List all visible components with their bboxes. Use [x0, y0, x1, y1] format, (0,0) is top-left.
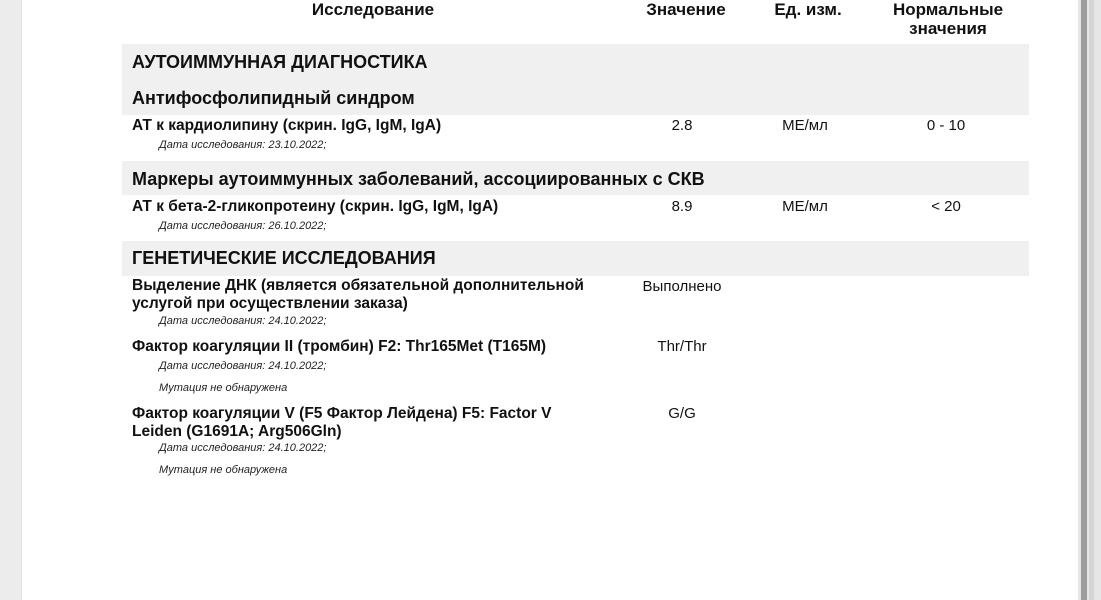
test-value-dna: Выполнено: [642, 278, 722, 295]
test-date-f2: Дата исследования: 24.10.2022;: [159, 360, 327, 372]
test-norm-beta2: < 20: [931, 198, 961, 215]
header-unit: Ед. изм.: [774, 0, 842, 19]
test-comment-f5: Мутация не обнаружена: [159, 464, 288, 476]
test-name-dna-line2: услугой при осуществлении заказа): [132, 295, 408, 312]
test-value-f5: G/G: [668, 405, 696, 422]
test-norm-cardiolipin: 0 - 10: [926, 117, 966, 134]
section-title-autoimmune: АУТОИММУННАЯ ДИАГНОСТИКА: [132, 52, 428, 72]
test-name-beta2: АТ к бета-2-гликопротеину (скрин. IgG, IgM, IgA): [132, 198, 499, 215]
test-date-beta2: Дата исследования: 26.10.2022;: [159, 220, 327, 232]
test-unit-beta2: МЕ/мл: [782, 198, 828, 215]
section-title-genetic: ГЕНЕТИЧЕСКИЕ ИССЛЕДОВАНИЯ: [132, 248, 436, 268]
test-value-cardiolipin: 2.8: [671, 117, 693, 134]
test-name-dna-line1: Выделение ДНК (является обязательной дополнительной: [132, 277, 584, 294]
test-name-cardiolipin: АТ к кардиолипину (скрин. IgG, IgM, IgA): [132, 117, 442, 134]
header-test: Исследование: [311, 0, 435, 19]
scrollbar[interactable]: [1089, 0, 1094, 600]
test-date-f5: Дата исследования: 24.10.2022;: [159, 442, 327, 454]
test-name-f2: Фактор коагуляции II (тромбин) F2: Thr165Met (T165M): [132, 338, 547, 355]
test-date-dna: Дата исследования: 24.10.2022;: [159, 315, 327, 327]
test-name-f5-line2: Leiden (G1691A; Arg506Gln): [132, 423, 342, 440]
header-norm-line1: Нормальные: [892, 0, 1004, 19]
page-shadow: [1081, 0, 1087, 600]
subgroup-title-aps: Антифосфолипидный синдром: [132, 88, 415, 108]
header-norm: [878, 0, 1018, 38]
test-date-cardiolipin: Дата исследования: 23.10.2022;: [159, 139, 327, 151]
viewer-left-gutter: [0, 0, 22, 600]
viewer-right-edge: [1078, 0, 1101, 600]
test-value-beta2: 8.9: [671, 198, 693, 215]
header-norm-line2: значения: [909, 19, 987, 38]
header-value: Значение: [646, 0, 726, 19]
test-comment-f2: Мутация не обнаружена: [159, 382, 288, 394]
test-unit-cardiolipin: МЕ/мл: [782, 117, 828, 134]
test-value-f2: Thr/Thr: [657, 338, 707, 355]
subgroup-title-skv: Маркеры аутоиммунных заболеваний, ассоциированных с СКВ: [132, 169, 705, 189]
test-name-f5-line1: Фактор коагуляции V (F5 Фактор Лейдена) F5: Factor V: [132, 405, 552, 422]
